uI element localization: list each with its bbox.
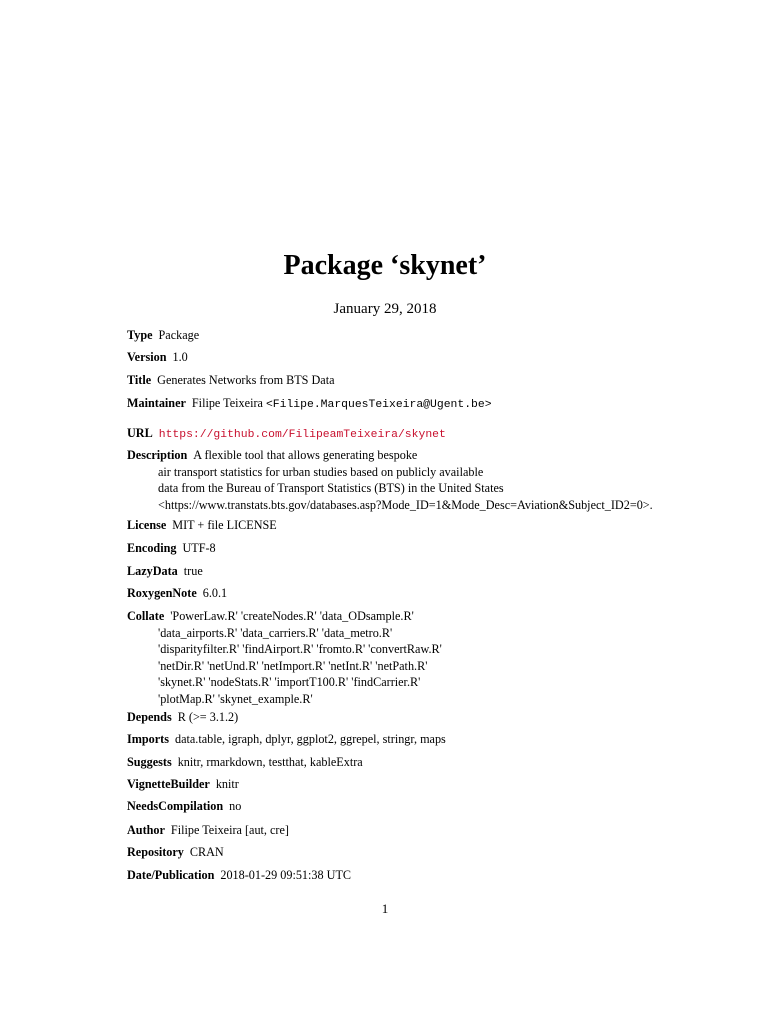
field-title-key: Title [127, 373, 152, 387]
field-author-value: Filipe Teixeira [aut, cre] [170, 823, 289, 837]
maintainer-name: Filipe Teixeira [191, 396, 263, 410]
field-type [127, 327, 687, 344]
field-author-key: Author [127, 823, 165, 837]
field-roxygennote [127, 585, 687, 602]
field-suggests [127, 754, 687, 771]
maintainer-email: <Filipe.MarquesTeixeira@Ugent.be> [265, 399, 492, 411]
description-line-4: <https://www.transtats.bts.gov/databases.asp?Mode_ID=1&Mode_Desc=Aviation&Subject_ID2=0>. [158, 497, 653, 512]
field-date-publication-value: 2018-01-29 09:51:38 UTC [220, 868, 352, 882]
field-author [127, 822, 687, 839]
field-needscompilation [127, 798, 687, 815]
field-collate [127, 608, 687, 707]
field-type-value: Package [158, 328, 200, 342]
field-encoding [127, 540, 687, 557]
field-encoding-key: Encoding [127, 541, 177, 555]
field-lazydata [127, 563, 687, 580]
field-encoding-value: UTF-8 [182, 541, 216, 555]
field-imports-key: Imports [127, 732, 169, 746]
field-collate-key: Collate [127, 609, 165, 623]
field-suggests-value: knitr, rmarkdown, testthat, kableExtra [177, 755, 363, 769]
field-description [127, 447, 687, 513]
field-roxygennote-key: RoxygenNote [127, 586, 197, 600]
field-depends-key: Depends [127, 710, 172, 724]
field-depends [127, 709, 687, 726]
page-number: 1 [381, 901, 389, 916]
package-title: Package ‘skynet’ [283, 250, 487, 281]
field-vignettebuilder [127, 776, 687, 793]
collate-line-6: 'plotMap.R' 'skynet_example.R' [158, 691, 313, 706]
field-maintainer-key: Maintainer [127, 396, 186, 410]
field-suggests-key: Suggests [127, 755, 172, 769]
field-type-key: Type [127, 328, 153, 342]
field-title [127, 372, 687, 389]
field-date-publication-key: Date/Publication [127, 868, 215, 882]
collate-line-4: 'netDir.R' 'netUnd.R' 'netImport.R' 'netInt.R' 'netPath.R' [158, 658, 428, 673]
field-version-value: 1.0 [172, 350, 188, 364]
field-imports-value: data.table, igraph, dplyr, ggplot2, ggrepel, stringr, maps [174, 732, 446, 746]
field-date-publication [127, 867, 687, 884]
field-vignettebuilder-value: knitr [215, 777, 239, 791]
field-imports [127, 731, 687, 748]
field-license [127, 517, 687, 534]
field-version [127, 349, 687, 366]
field-repository-key: Repository [127, 845, 184, 859]
field-license-value: MIT + file LICENSE [172, 518, 277, 532]
field-needscompilation-key: NeedsCompilation [127, 799, 224, 813]
field-lazydata-value: true [183, 564, 203, 578]
description-line-2: air transport statistics for urban studies based on publicly available [158, 464, 484, 479]
field-url [127, 425, 687, 444]
collate-line-1: 'PowerLaw.R' 'createNodes.R' 'data_ODsample.R' [170, 609, 414, 623]
collate-line-2: 'data_airports.R' 'data_carriers.R' 'data_metro.R' [158, 625, 393, 640]
collate-line-5: 'skynet.R' 'nodeStats.R' 'importT100.R' 'findCarrier.R' [158, 675, 421, 689]
field-title-value: Generates Networks from BTS Data [157, 373, 335, 387]
description-line-1: A flexible tool that allows generating bespoke [193, 448, 418, 462]
collate-line-3: 'disparityfilter.R' 'findAirport.R' 'fromto.R' 'convertRaw.R' [158, 642, 442, 656]
field-roxygennote-value: 6.0.1 [202, 586, 228, 600]
field-url-key: URL [127, 426, 153, 440]
url-link[interactable]: https://github.com/FilipeamTeixeira/skynet [158, 429, 446, 441]
field-license-key: License [127, 518, 167, 532]
field-description-key: Description [127, 448, 188, 462]
field-depends-value: R (>= 3.1.2) [177, 710, 239, 724]
field-lazydata-key: LazyData [127, 564, 178, 578]
field-needscompilation-value: no [229, 799, 242, 813]
field-version-key: Version [127, 350, 167, 364]
field-maintainer [127, 395, 687, 414]
package-date: January 29, 2018 [333, 301, 437, 317]
description-line-3: data from the Bureau of Transport Statistics (BTS) in the United States [158, 481, 504, 495]
field-repository-value: CRAN [189, 845, 224, 859]
field-repository [127, 844, 687, 861]
field-vignettebuilder-key: VignetteBuilder [127, 777, 210, 791]
